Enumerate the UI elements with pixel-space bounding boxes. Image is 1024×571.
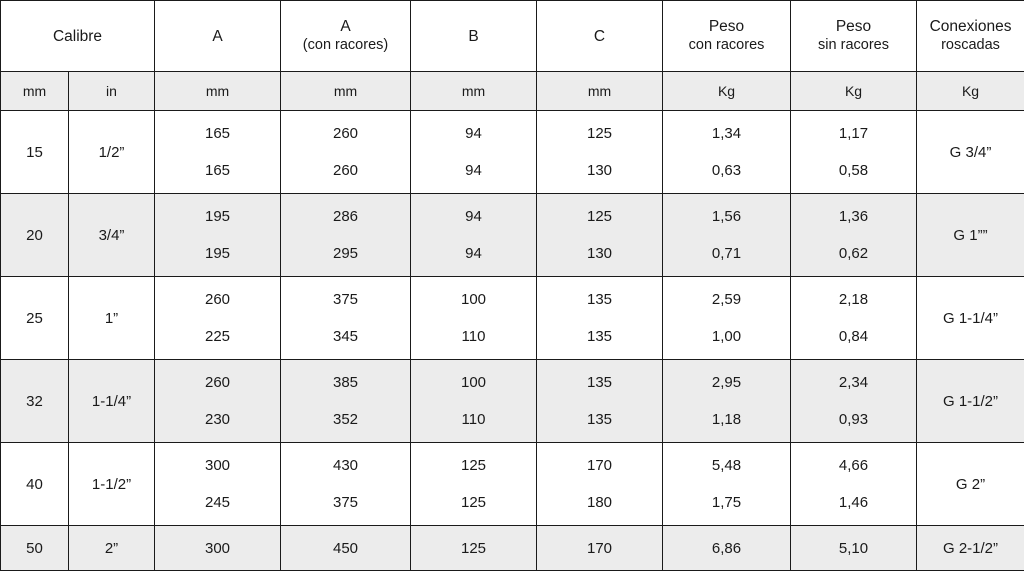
table-row <box>1 111 1024 194</box>
cell-calibre-in: 1-1/2” <box>69 443 155 526</box>
cell-b <box>411 443 537 526</box>
cell-a-racores <box>281 194 411 277</box>
header-calibre-title: Calibre <box>1 27 154 46</box>
cell-a-top: 300 <box>155 458 280 473</box>
cell-peso-con <box>663 277 791 360</box>
cell-a-top: 260 <box>155 292 280 307</box>
cell-c <box>537 194 663 277</box>
cell-c-top: 135 <box>537 375 662 390</box>
header-conexiones-sub: roscadas <box>917 36 1024 55</box>
header-c-title: C <box>537 27 662 46</box>
cell-conexiones: G 2” <box>917 443 1024 526</box>
cell-a-racores-top: 430 <box>281 458 410 473</box>
cell-peso-sin: 5,10 <box>791 526 917 571</box>
unit-peso-sin: Kg <box>791 72 917 111</box>
cell-peso-con-bottom: 1,00 <box>663 329 790 344</box>
cell-a <box>155 277 281 360</box>
cell-calibre-mm: 40 <box>1 443 69 526</box>
cell-c <box>537 277 663 360</box>
cell-peso-con-bottom: 0,63 <box>663 163 790 178</box>
cell-peso-con: 6,86 <box>663 526 791 571</box>
cell-a-bottom: 245 <box>155 495 280 510</box>
cell-a-racores <box>281 443 411 526</box>
table-row <box>1 360 1024 443</box>
cell-a-bottom: 225 <box>155 329 280 344</box>
cell-peso-sin-top: 2,34 <box>791 375 916 390</box>
table-row <box>1 443 1024 526</box>
cell-b-bottom: 94 <box>411 163 536 178</box>
cell-peso-con <box>663 194 791 277</box>
cell-peso-con-top: 1,56 <box>663 209 790 224</box>
header-a-racores-sub: (con racores) <box>281 36 410 55</box>
cell-peso-sin-top: 4,66 <box>791 458 916 473</box>
table-header-row <box>1 1 1024 72</box>
cell-peso-sin-bottom: 0,62 <box>791 246 916 261</box>
cell-a-racores-bottom: 345 <box>281 329 410 344</box>
cell-conexiones: G 3/4” <box>917 111 1024 194</box>
cell-a-racores-top: 375 <box>281 292 410 307</box>
cell-b-bottom: 110 <box>411 412 536 427</box>
cell-c <box>537 360 663 443</box>
header-b <box>411 1 537 72</box>
cell-calibre-in: 2” <box>69 526 155 571</box>
cell-c-bottom: 135 <box>537 329 662 344</box>
cell-peso-con <box>663 443 791 526</box>
cell-a-racores: 450 <box>281 526 411 571</box>
cell-c: 170 <box>537 526 663 571</box>
cell-b-top: 94 <box>411 209 536 224</box>
unit-conexiones: Kg <box>917 72 1024 111</box>
header-calibre <box>1 1 155 72</box>
cell-a-bottom: 230 <box>155 412 280 427</box>
cell-b-bottom: 110 <box>411 329 536 344</box>
cell-c <box>537 443 663 526</box>
header-peso-sin-sub: sin racores <box>791 36 916 55</box>
cell-calibre-mm: 25 <box>1 277 69 360</box>
header-a <box>155 1 281 72</box>
cell-b <box>411 111 537 194</box>
table-row <box>1 194 1024 277</box>
cell-a-racores-top: 286 <box>281 209 410 224</box>
cell-a-top: 165 <box>155 126 280 141</box>
cell-peso-con-top: 5,48 <box>663 458 790 473</box>
cell-a-top: 260 <box>155 375 280 390</box>
cell-b <box>411 194 537 277</box>
header-peso-sin-title: Peso <box>791 17 916 36</box>
cell-peso-sin-top: 2,18 <box>791 292 916 307</box>
cell-a-racores-top: 385 <box>281 375 410 390</box>
cell-b-bottom: 125 <box>411 495 536 510</box>
cell-conexiones: G 1-1/4” <box>917 277 1024 360</box>
cell-calibre-in: 1-1/4” <box>69 360 155 443</box>
cell-a-racores <box>281 277 411 360</box>
header-c <box>537 1 663 72</box>
cell-a-bottom: 195 <box>155 246 280 261</box>
unit-calibre-mm: mm <box>1 72 69 111</box>
header-a-racores <box>281 1 411 72</box>
cell-a-racores-bottom: 352 <box>281 412 410 427</box>
cell-calibre-mm: 20 <box>1 194 69 277</box>
cell-calibre-mm: 32 <box>1 360 69 443</box>
cell-c-top: 125 <box>537 126 662 141</box>
header-b-title: B <box>411 27 536 46</box>
cell-peso-sin-bottom: 0,58 <box>791 163 916 178</box>
cell-peso-sin <box>791 194 917 277</box>
header-peso-con-title: Peso <box>663 17 790 36</box>
cell-b <box>411 277 537 360</box>
cell-peso-sin-top: 1,36 <box>791 209 916 224</box>
cell-a: 300 <box>155 526 281 571</box>
cell-c-bottom: 135 <box>537 412 662 427</box>
cell-peso-con-bottom: 1,75 <box>663 495 790 510</box>
cell-peso-con-top: 1,34 <box>663 126 790 141</box>
cell-b <box>411 360 537 443</box>
cell-a <box>155 443 281 526</box>
header-a-title: A <box>155 27 280 46</box>
cell-calibre-mm: 15 <box>1 111 69 194</box>
cell-c-top: 135 <box>537 292 662 307</box>
cell-peso-sin-bottom: 0,84 <box>791 329 916 344</box>
header-conexiones-title: Conexiones <box>917 17 1024 36</box>
header-peso-con-sub: con racores <box>663 36 790 55</box>
cell-c <box>537 111 663 194</box>
cell-conexiones: G 1-1/2” <box>917 360 1024 443</box>
cell-c-top: 125 <box>537 209 662 224</box>
cell-a <box>155 194 281 277</box>
cell-a-bottom: 165 <box>155 163 280 178</box>
cell-peso-con <box>663 360 791 443</box>
cell-a-racores-bottom: 295 <box>281 246 410 261</box>
table-row <box>1 277 1024 360</box>
cell-c-top: 170 <box>537 458 662 473</box>
cell-peso-sin-top: 1,17 <box>791 126 916 141</box>
unit-peso-con: Kg <box>663 72 791 111</box>
cell-b-bottom: 94 <box>411 246 536 261</box>
cell-conexiones: G 1”” <box>917 194 1024 277</box>
cell-peso-sin <box>791 111 917 194</box>
cell-b-top: 100 <box>411 292 536 307</box>
unit-b: mm <box>411 72 537 111</box>
unit-a-racores: mm <box>281 72 411 111</box>
cell-peso-sin-bottom: 1,46 <box>791 495 916 510</box>
header-a-racores-title: A <box>281 17 410 36</box>
cell-peso-sin <box>791 443 917 526</box>
cell-b-top: 94 <box>411 126 536 141</box>
unit-a: mm <box>155 72 281 111</box>
cell-peso-sin <box>791 277 917 360</box>
cell-a-racores-bottom: 375 <box>281 495 410 510</box>
cell-peso-con-bottom: 1,18 <box>663 412 790 427</box>
cell-calibre-mm: 50 <box>1 526 69 571</box>
cell-peso-con-top: 2,95 <box>663 375 790 390</box>
cell-b-top: 125 <box>411 458 536 473</box>
cell-calibre-in: 1” <box>69 277 155 360</box>
cell-a <box>155 360 281 443</box>
cell-calibre-in: 3/4” <box>69 194 155 277</box>
cell-a <box>155 111 281 194</box>
cell-a-racores <box>281 111 411 194</box>
cell-peso-con-top: 2,59 <box>663 292 790 307</box>
header-peso-con-racores <box>663 1 791 72</box>
cell-c-bottom: 130 <box>537 246 662 261</box>
cell-peso-con-bottom: 0,71 <box>663 246 790 261</box>
cell-a-racores-top: 260 <box>281 126 410 141</box>
cell-a-racores <box>281 360 411 443</box>
unit-calibre-in: in <box>69 72 155 111</box>
table-row <box>1 526 1024 571</box>
cell-peso-sin-bottom: 0,93 <box>791 412 916 427</box>
cell-peso-con <box>663 111 791 194</box>
cell-b-top: 100 <box>411 375 536 390</box>
cell-a-racores-bottom: 260 <box>281 163 410 178</box>
cell-conexiones: G 2-1/2” <box>917 526 1024 571</box>
cell-c-bottom: 130 <box>537 163 662 178</box>
cell-b: 125 <box>411 526 537 571</box>
header-conexiones-roscadas <box>917 1 1024 72</box>
cell-a-top: 195 <box>155 209 280 224</box>
cell-peso-sin <box>791 360 917 443</box>
header-peso-sin-racores <box>791 1 917 72</box>
cell-calibre-in: 1/2” <box>69 111 155 194</box>
cell-c-bottom: 180 <box>537 495 662 510</box>
unit-c: mm <box>537 72 663 111</box>
table-units-row <box>1 72 1024 111</box>
